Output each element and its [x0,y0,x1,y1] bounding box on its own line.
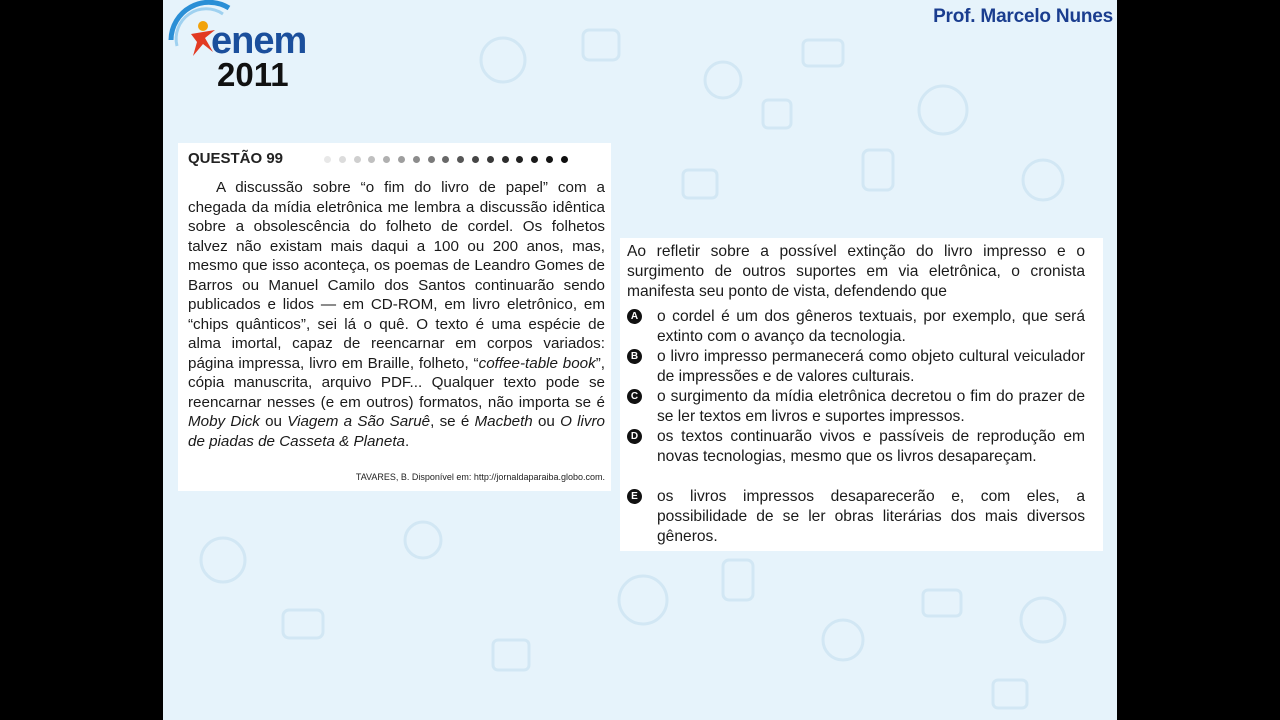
logo-text: enem [211,20,307,62]
author-name: Prof. Marcelo Nunes [933,6,1113,27]
option-c-text: o surgimento da mídia eletrônica decretou o fim do prazer de se ler textos em livros e suportes impressos. [657,388,1085,425]
option-b-text: o livro impresso permanecerá como objeto cultural veiculador de impressões e de valores culturais. [657,348,1085,385]
option-a-badge: A [627,309,642,324]
question-box [178,143,611,491]
enem-logo [163,0,333,100]
option-d-badge: D [627,429,642,444]
logo-year: 2011 [217,56,289,93]
question-text: A discussão sobre “o fim do livro de papel” com a chegada da mídia eletrônica me lembra a discussão idêntica sobre a obsolescência do folheto de cordel. Os folhetos talvez não existam mais daqui a 100 ou 200 anos, mas, mesmo que isso aconteça, os poemas de Leandro Gomes de Barros ou Manuel Camilo dos Santos continuarão sendo publicados e lidos — em CD-ROM, em livro eletrônico, em “chips quânticos”, sei lá o quê. O texto é uma espécie de alma imortal, capaz de reencarnar em corpos variados: página impressa, livro em Braille, folheto, “coffee-table book”, cópia manuscrita, arquivo PDF... Qualquer texto pode se reencarnar nesses (e em outros) formatos, não importa se é Moby Dick ou Viagem a São Saruê, se é Macbeth ou O livro de piadas de Casseta & Planeta. [188,179,605,450]
option-e-badge: E [627,489,642,504]
option-c-badge: C [627,389,642,404]
option-e-text: os livros impressos desaparecerão e, com eles, a possibilidade de se ler obras literárias dos mais diversos gêneros. [657,488,1085,545]
question-stem: Ao refletir sobre a possível extinção do livro impresso e o surgimento de outros suportes em via eletrônica, o cronista manifesta seu ponto de vista, defendendo que [627,243,1085,300]
option-b-badge: B [627,349,642,364]
option-a-text: o cordel é um dos gêneros textuais, por exemplo, que será extinto com o avanço da tecnologia. [657,308,1085,345]
answer-box [620,238,1103,551]
source-citation: TAVARES, B. Disponível em: http://jornaldaparaiba.globo.com. [355,472,605,482]
option-d-text: os textos continuarão vivos e passíveis de reprodução em novas tecnologias, mesmo que os livros desapareçam. [657,428,1085,465]
title-dots [324,156,568,163]
slide [163,0,1117,720]
question-title: QUESTÃO 99 [188,150,284,167]
